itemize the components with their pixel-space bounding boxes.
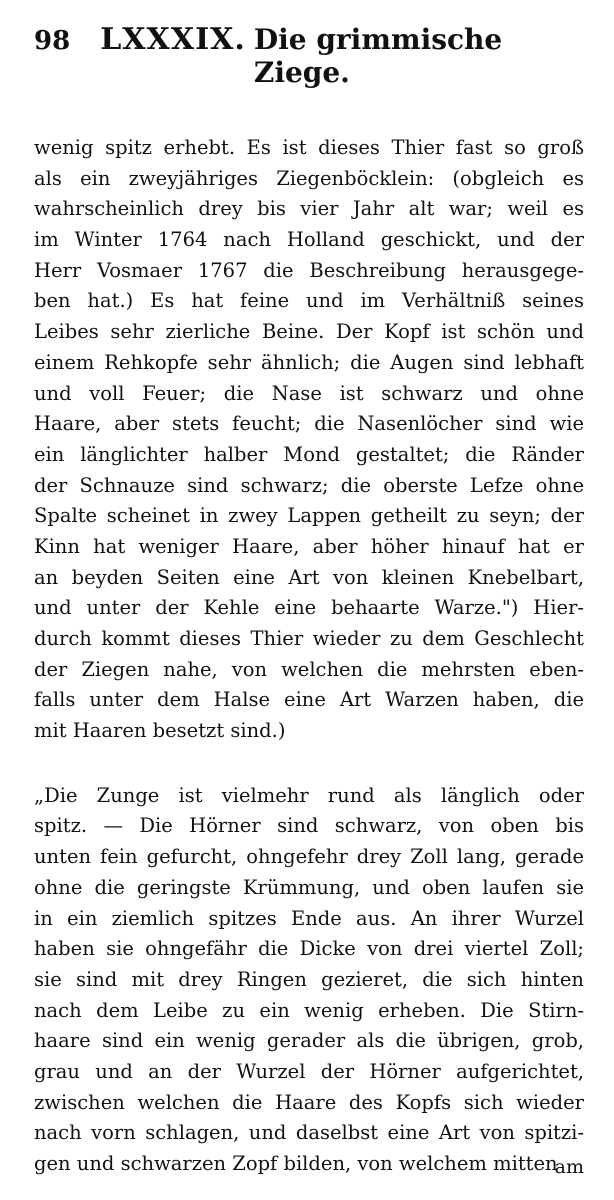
text-line: haare sind ein wenig gerader als die übrigen, grob, [34,1029,584,1053]
catchword: am [554,1156,584,1178]
text-line: Spalte scheinet in zwey Lappen getheilt zu seyn; der [34,504,584,528]
text-line: ein länglichter halber Mond gestaltet; die Ränder [34,442,584,466]
text-line: ohne die geringste Krümmung, und oben laufen sie [34,875,584,899]
text-line: haben sie ohngefähr die Dicke von drei viertel Zoll; [34,937,584,961]
text-line: der Ziegen nahe, von welchen die mehrsten eben- [34,657,584,681]
text-line: grau und an der Wurzel der Hörner aufgerichtet, [34,1059,584,1083]
running-header [34,22,584,89]
text-line: und voll Feuer; die Nase ist schwarz und ohne [34,381,584,405]
text-line: Herr Vosmaer 1767 die Beschreibung herausgege- [34,258,584,282]
text-line: nach vorn schlagen, und daselbst eine Art von spitzi- [34,1121,584,1145]
text-line: spitz. — Die Hörner sind schwarz, von oben bis [34,814,584,838]
text-line: an beyden Seiten eine Art von kleinen Knebelbart, [34,565,584,589]
text-line: ben hat.) Es hat feine und im Verhältniß seines [34,289,584,313]
text-line: unten fein gefurcht, ohngefehr drey Zoll lang, gerade [34,845,584,869]
chapter-numeral: LXXXIX. [100,22,246,57]
page-number: 98 [34,26,71,56]
text-line: im Winter 1764 nach Holland geschickt, und der [34,228,584,252]
paragraph [34,133,584,747]
text-line: einem Rehkopfe sehr ähnlich; die Augen sind lebhaft [34,350,584,374]
text-line: Kinn hat weniger Haare, aber höher hinauf hat er [34,534,584,558]
text-line: sie sind mit drey Ringen gezieret, die sich hinten [34,967,584,991]
text-line: in ein ziemlich spitzes Ende aus. An ihrer Wurzel [34,906,584,930]
text-line: wahrscheinlich drey bis vier Jahr alt war; weil es [34,197,584,221]
text-line: Leibes sehr zierliche Beine. Der Kopf ist schön und [34,320,584,344]
text-line: nach dem Leibe zu ein wenig erheben. Die Stirn- [34,998,584,1022]
text-line: zwischen welchen die Haare des Kopfs sich wieder [34,1090,584,1114]
text-line: als ein zweyjähriges Ziegenböcklein: (obgleich es [34,166,584,190]
text-line: der Schnauze sind schwarz; die oberste Lefze ohne [34,473,584,497]
text-line: „Die Zunge ist vielmehr rund als länglich oder [34,783,584,807]
text-line: und unter der Kehle eine behaarte Warze.") Hier- [34,596,584,620]
paragraph [34,781,584,1180]
text-line: Haare, aber stets feucht; die Nasenlöcher sind wie [34,412,584,436]
chapter-title: Die grimmische Ziege. [253,23,503,89]
text-line: falls unter dem Halse eine Art Warzen haben, die [34,688,584,712]
text-line: wenig spitz erhebt. Es ist dieses Thier fast so groß [34,136,584,159]
text-line: durch kommt dieses Thier wieder zu dem Geschlecht [34,627,584,650]
text-line: gen und schwarzen Zopf bilden, von welchem mitten [34,1152,558,1175]
body-text [34,133,584,1180]
text-line: mit Haaren besetzt sind.) [34,719,286,743]
paragraph-gap [34,747,584,781]
